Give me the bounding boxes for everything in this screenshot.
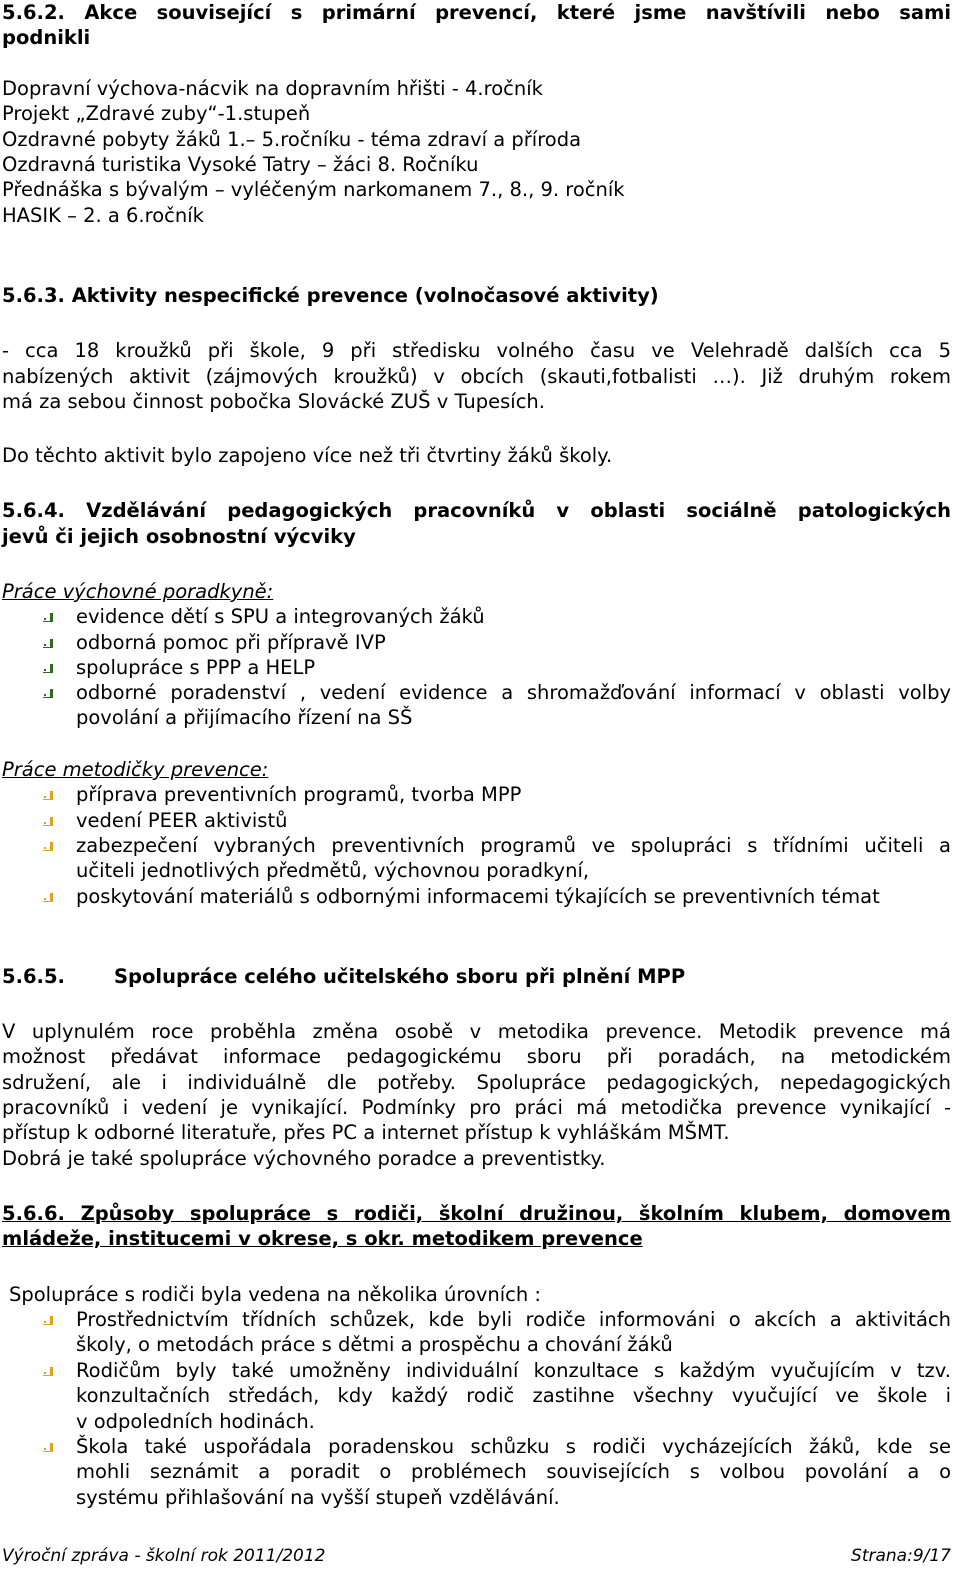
section-5-6-2-heading-cont: podnikli xyxy=(2,26,91,49)
paragraph-line: pracovníků i vedení je vynikající. Podmínky pro práci má metodička prevence vynikající - xyxy=(2,1096,951,1119)
bullet-icon xyxy=(42,611,54,623)
section-5-6-4-heading: 5.6.4. Vzdělávání pedagogických pracovníků v oblasti sociálně patologických xyxy=(2,499,951,522)
section-5-6-6-heading-cont: mládeže, institucemi v okrese, s okr. metodikem prevence xyxy=(2,1227,643,1250)
bullet-icon xyxy=(42,840,54,852)
subheading-prevention: Práce metodičky prevence: xyxy=(2,758,269,781)
list-item: příprava preventivních programů, tvorba MPP xyxy=(76,782,951,807)
paragraph-line: Dobrá je také spolupráce výchovného poradce a preventistky. xyxy=(2,1147,606,1170)
list-item: evidence dětí s SPU a integrovaných žáků xyxy=(76,604,951,629)
bullet-icon xyxy=(42,1441,54,1453)
section-5-6-4-heading-cont: jevů či jejich osobnostní výcviky xyxy=(2,525,356,548)
list-item: Rodičům byly také umožněny individuální konzultace s každým vyučujícím v tzv. konzultačních středách, kdy každý rodič zastihne všechny vyučující ve škole i v odpoledních hodinách. xyxy=(76,1358,951,1434)
bullet-icon xyxy=(42,815,54,827)
list-item: odborná pomoc při přípravě IVP xyxy=(76,630,951,655)
bullet-icon xyxy=(42,687,54,699)
list-item: Škola také uspořádala poradenskou schůzku s rodiči vycházejících žáků, kde se mohli seznámit a poradit o problémech souvisejících s volbou povolání a o systému přihlašování na vyšší stupeň vzdělávání. xyxy=(76,1434,951,1510)
list-item: Prostřednictvím třídních schůzek, kde byli rodiče informováni o akcích a aktivitách školy, o metodách práce s dětmi a prospěchu a chování žáků xyxy=(76,1307,951,1358)
paragraph-line: možnost předávat informace pedagogickému sboru při poradách, na metodickém xyxy=(2,1045,951,1068)
list-item: poskytování materiálů s odbornými informacemi týkajících se preventivních témat xyxy=(76,884,951,909)
paragraph-line: přístup k odborné literatuře, přes PC a internet přístup k vyhláškám MŠMT. xyxy=(2,1121,730,1144)
section-5-6-3-heading: 5.6.3. Aktivity nespecifické prevence (volnočasové aktivity) xyxy=(2,284,659,307)
list-item: Ozdravná turistika Vysoké Tatry – žáci 8. Ročníku xyxy=(2,153,479,176)
list-item: zabezpečení vybraných preventivních programů ve spolupráci s třídními učiteli a učiteli jednotlivých předmětů, výchovnou poradkyní, xyxy=(76,833,951,884)
bullet-icon xyxy=(42,1365,54,1377)
list-item: HASIK – 2. a 6.ročník xyxy=(2,204,204,227)
bullet-icon xyxy=(42,662,54,674)
list-item: vedení PEER aktivistů xyxy=(76,808,951,833)
section-5-6-6-heading: 5.6.6. Způsoby spolupráce s rodiči, školní družinou, školním klubem, domovem xyxy=(2,1202,951,1225)
paragraph-line: V uplynulém roce proběhla změna osobě v metodika prevence. Metodik prevence má xyxy=(2,1020,951,1043)
bullet-icon xyxy=(42,637,54,649)
paragraph-line: má za sebou činnost pobočka Slovácké ZUŠ v Tupesích. xyxy=(2,390,545,413)
footer-page-number: Strana:9/17 xyxy=(851,1546,951,1566)
paragraph-line: - cca 18 kroužků při škole, 9 při středisku volného času ve Velehradě dalších cca 5 xyxy=(2,339,951,362)
footer-report-title: Výroční zpráva - školní rok 2011/2012 xyxy=(2,1546,326,1566)
paragraph-line: sdružení, ale i individuálně dle potřeby. Spolupráce pedagogických, nepedagogických xyxy=(2,1071,951,1094)
paragraph: Do těchto aktivit bylo zapojeno více než tři čtvrtiny žáků školy. xyxy=(2,444,613,467)
list-item: Projekt „Zdravé zuby“-1.stupeň xyxy=(2,102,311,125)
list-item: Dopravní výchova-nácvik na dopravním hřišti - 4.ročník xyxy=(2,77,543,100)
list-item: odborné poradenství , vedení evidence a shromažďování informací v oblasti volby povolání a přijímacího řízení na SŠ xyxy=(76,680,951,731)
paragraph: Spolupráce s rodiči byla vedena na několika úrovních : xyxy=(9,1283,542,1306)
section-5-6-5-heading: 5.6.5. Spolupráce celého učitelského sboru při plnění MPP xyxy=(2,965,686,988)
section-5-6-2-heading: 5.6.2. Akce související s primární prevencí, které jsme navštívili nebo sami xyxy=(2,1,951,24)
bullet-icon xyxy=(42,1314,54,1326)
list-item: Přednáška s bývalým – vyléčeným narkomanem 7., 8., 9. ročník xyxy=(2,178,625,201)
list-item: Ozdravné pobyty žáků 1.– 5.ročníku - téma zdraví a příroda xyxy=(2,128,582,151)
bullet-icon xyxy=(42,891,54,903)
bullet-icon xyxy=(42,789,54,801)
paragraph-line: nabízených aktivit (zájmových kroužků) v obcích (skauti,fotbalisti …). Již druhým rokem xyxy=(2,365,951,388)
page-footer xyxy=(2,1545,951,1567)
subheading-counselor: Práce výchovné poradkyně: xyxy=(2,580,274,603)
list-item: spolupráce s PPP a HELP xyxy=(76,655,951,680)
